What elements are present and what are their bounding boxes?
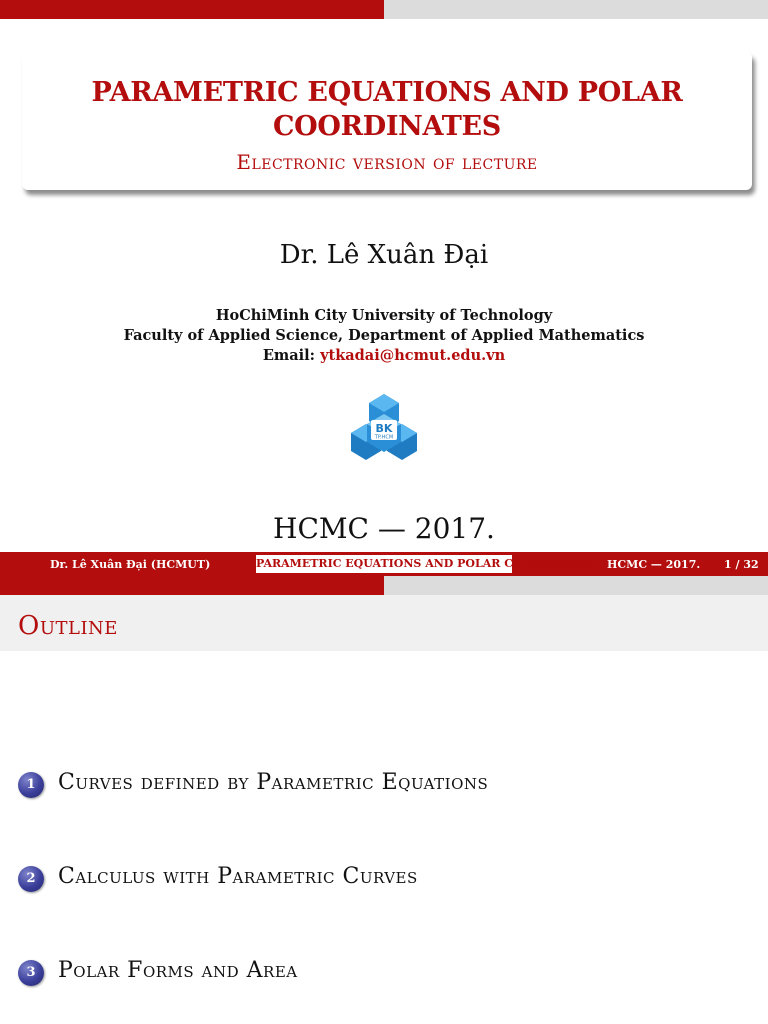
progress-bar-filled bbox=[0, 576, 384, 595]
progress-bar-empty bbox=[384, 0, 768, 19]
logo-text-main: BK bbox=[375, 422, 393, 435]
author-name: Dr. Lê Xuân Đại bbox=[279, 240, 489, 270]
progress-bar-empty bbox=[384, 576, 768, 595]
outline-header bbox=[0, 595, 768, 651]
footer-page-number: 1 / 32 bbox=[724, 558, 759, 571]
footer-author: Dr. Lê Xuân Đại (HCMUT) bbox=[50, 558, 211, 571]
outline-item-label: Calculus with Parametric Curves bbox=[58, 864, 418, 889]
footer-title: PARAMETRIC EQUATIONS AND POLAR COORDINATES bbox=[256, 555, 512, 573]
slide-subtitle: Electronic version of lecture bbox=[236, 150, 538, 174]
outline-item-label: Polar Forms and Area bbox=[58, 958, 298, 983]
email-line bbox=[0, 346, 768, 366]
top-progress-bar bbox=[0, 0, 768, 19]
outline-item-number: 1 bbox=[18, 772, 44, 798]
progress-bar-filled bbox=[0, 0, 384, 19]
logo-text-sub: TP.HCM bbox=[374, 434, 394, 441]
outline-item-label: Curves defined by Parametric Equations bbox=[58, 770, 489, 795]
outline-title: Outline bbox=[18, 611, 118, 641]
affiliation-block bbox=[0, 306, 768, 366]
university-logo-icon bbox=[349, 392, 419, 462]
email-link[interactable]: ytkadai@hcmut.edu.vn bbox=[320, 347, 506, 364]
outline-item-number: 3 bbox=[18, 960, 44, 986]
outline-item-number: 2 bbox=[18, 866, 44, 892]
slide-footer bbox=[0, 552, 768, 576]
slide-title: PARAMETRIC EQUATIONS AND POLAR COORDINATES bbox=[91, 77, 683, 142]
faculty-name: Faculty of Applied Science, Department of Applied Mathematics bbox=[123, 327, 645, 344]
slide2-progress-bar bbox=[0, 576, 768, 595]
university-name: HoChiMinh City University of Technology bbox=[215, 307, 553, 324]
footer-date: HCMC — 2017. bbox=[607, 558, 701, 571]
email-label: Email: bbox=[262, 347, 316, 364]
presentation-date: HCMC — 2017. bbox=[273, 512, 495, 545]
title-box bbox=[22, 52, 752, 190]
